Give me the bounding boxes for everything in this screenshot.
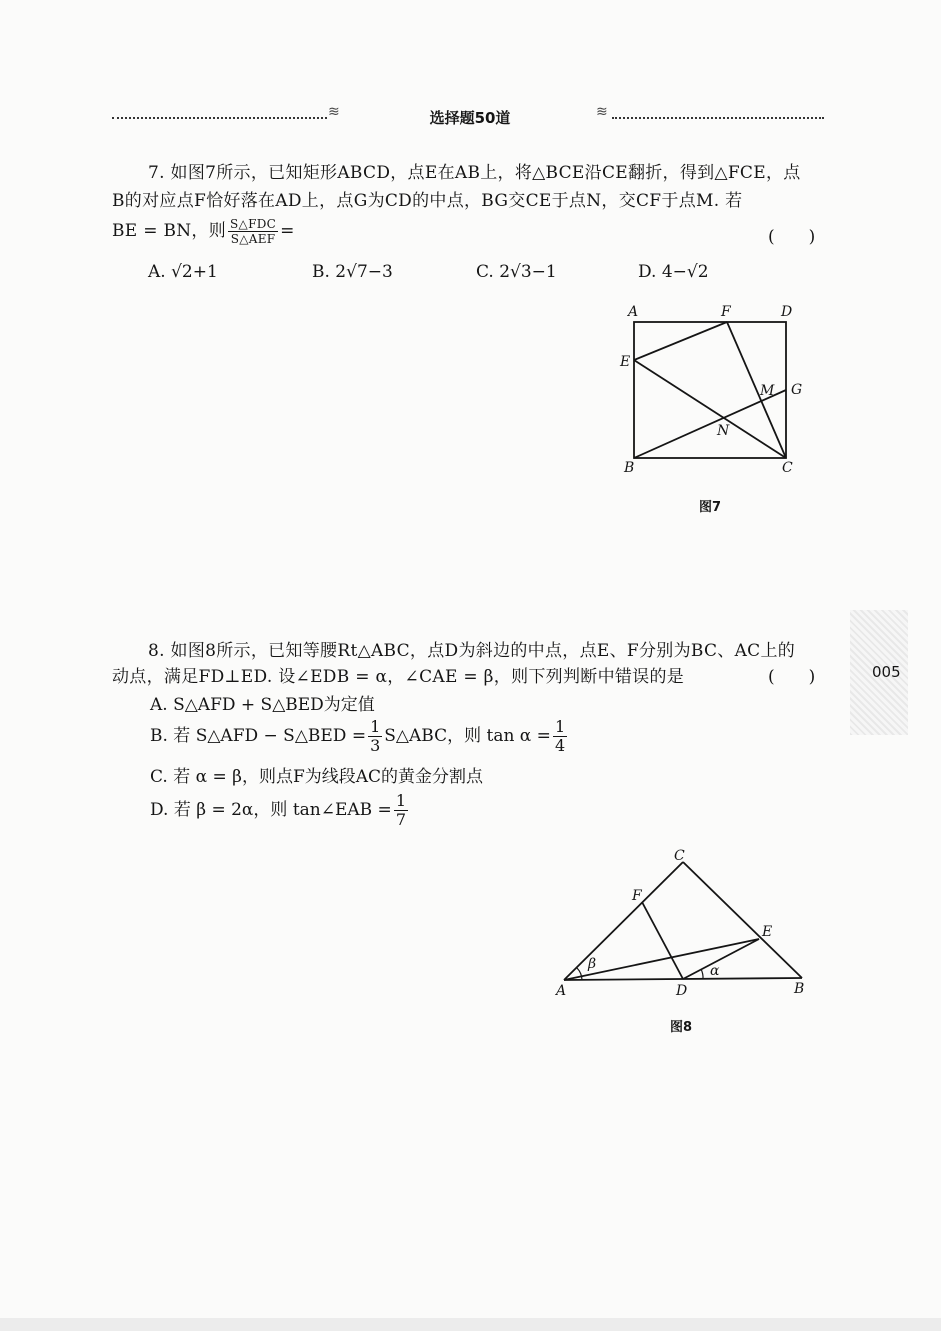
page-number: 005	[872, 663, 901, 681]
label-f: F	[632, 888, 642, 904]
figure-8-diagram	[550, 840, 820, 1005]
q8-option-d: D. 若 β = 2α，则 tan∠EAB = $\frac{1}{7}$	[150, 791, 406, 829]
segment-ef	[634, 322, 727, 360]
q8-option-d-fraction-one-seventh: $\frac{1}{7}$	[395, 791, 406, 829]
label-e: E	[762, 924, 773, 940]
scan-bottom-edge	[0, 1318, 941, 1331]
q8-text-line2: 动点，满足FD⊥ED. 设∠EDB = α，∠CAE = β，则下列判断中错误的是	[112, 667, 685, 687]
q8-text-line1: 8. 如图8所示，已知等腰Rt△ABC，点D为斜边的中点，点E、F分别为BC、AC上的	[148, 641, 796, 661]
angle-alpha-arc	[701, 969, 703, 979]
label-m: M	[760, 383, 775, 399]
header-right-ornament: ≋	[596, 104, 608, 120]
label-c: C	[782, 460, 793, 476]
segment-de	[683, 939, 759, 979]
segment-ac	[564, 862, 683, 980]
segment-fd	[642, 902, 683, 979]
q7-text-line2: B的对应点F恰好落在AD上，点G为CD的中点，BG交CE于点N，交CF于点M. 若	[112, 191, 743, 211]
label-f: F	[721, 304, 731, 320]
label-b: B	[624, 460, 635, 476]
label-g: G	[791, 382, 803, 398]
q7-text-line3: BE = BN，则 $\frac{\text{S△FDC}}{\text{S△AEF}}$ =	[112, 217, 295, 246]
label-e: E	[620, 354, 631, 370]
q7-answer-bracket: ( )	[768, 227, 816, 247]
label-d: D	[676, 983, 688, 999]
segment-ec	[634, 360, 786, 458]
header-rule-left	[112, 117, 327, 119]
label-a: A	[628, 304, 639, 320]
q7-option-d: D. 4−√2	[638, 262, 709, 282]
label-b: B	[794, 981, 805, 997]
q8-answer-bracket: ( )	[768, 667, 816, 687]
q8-option-b-fraction-one-third: $\frac{1}{3}$	[370, 717, 381, 755]
angle-beta-arc	[577, 968, 582, 980]
q8-option-b-fraction-one-fourth: $\frac{1}{4}$	[554, 717, 566, 755]
segment-cb	[683, 862, 802, 978]
label-a: A	[556, 983, 567, 999]
label-alpha: α	[710, 963, 720, 979]
q7-option-c: C. 2√3−1	[476, 262, 557, 282]
header-rule-right	[612, 117, 824, 119]
q7-option-a: A. √2+1	[148, 262, 218, 282]
label-beta: β	[588, 956, 597, 972]
q7-text-line1: 7. 如图7所示，已知矩形ABCD，点E在AB上，将△BCE沿CE翻折，得到△FCE，点	[148, 163, 801, 183]
q7-area-ratio: $\frac{\text{S△FDC}}{\text{S△AEF}}$	[230, 217, 277, 246]
segment-fc	[727, 322, 786, 458]
q7-option-b: B. 2√7−3	[312, 262, 393, 282]
q8-option-a: A. S△AFD + S△BED为定值	[150, 695, 375, 715]
figure-7-diagram	[600, 298, 820, 483]
q8-option-c: C. 若 α = β，则点F为线段AC的黄金分割点	[150, 767, 484, 787]
figure-7-caption: 图7	[699, 500, 722, 515]
label-c: C	[674, 848, 685, 864]
page-header-title: 选择题50道	[429, 109, 511, 127]
label-d: D	[781, 304, 793, 320]
q8-option-b: B. 若 S△AFD − S△BED = $\frac{1}{3}$ S△ABC，则 tan α = $\frac{1}{4}$	[150, 717, 566, 755]
header-left-ornament: ≋	[328, 104, 340, 120]
label-n: N	[717, 423, 730, 439]
q7-condition: BE = BN，则	[112, 221, 227, 241]
figure-8-caption: 图8	[670, 1020, 693, 1035]
segment-bg	[634, 390, 786, 458]
